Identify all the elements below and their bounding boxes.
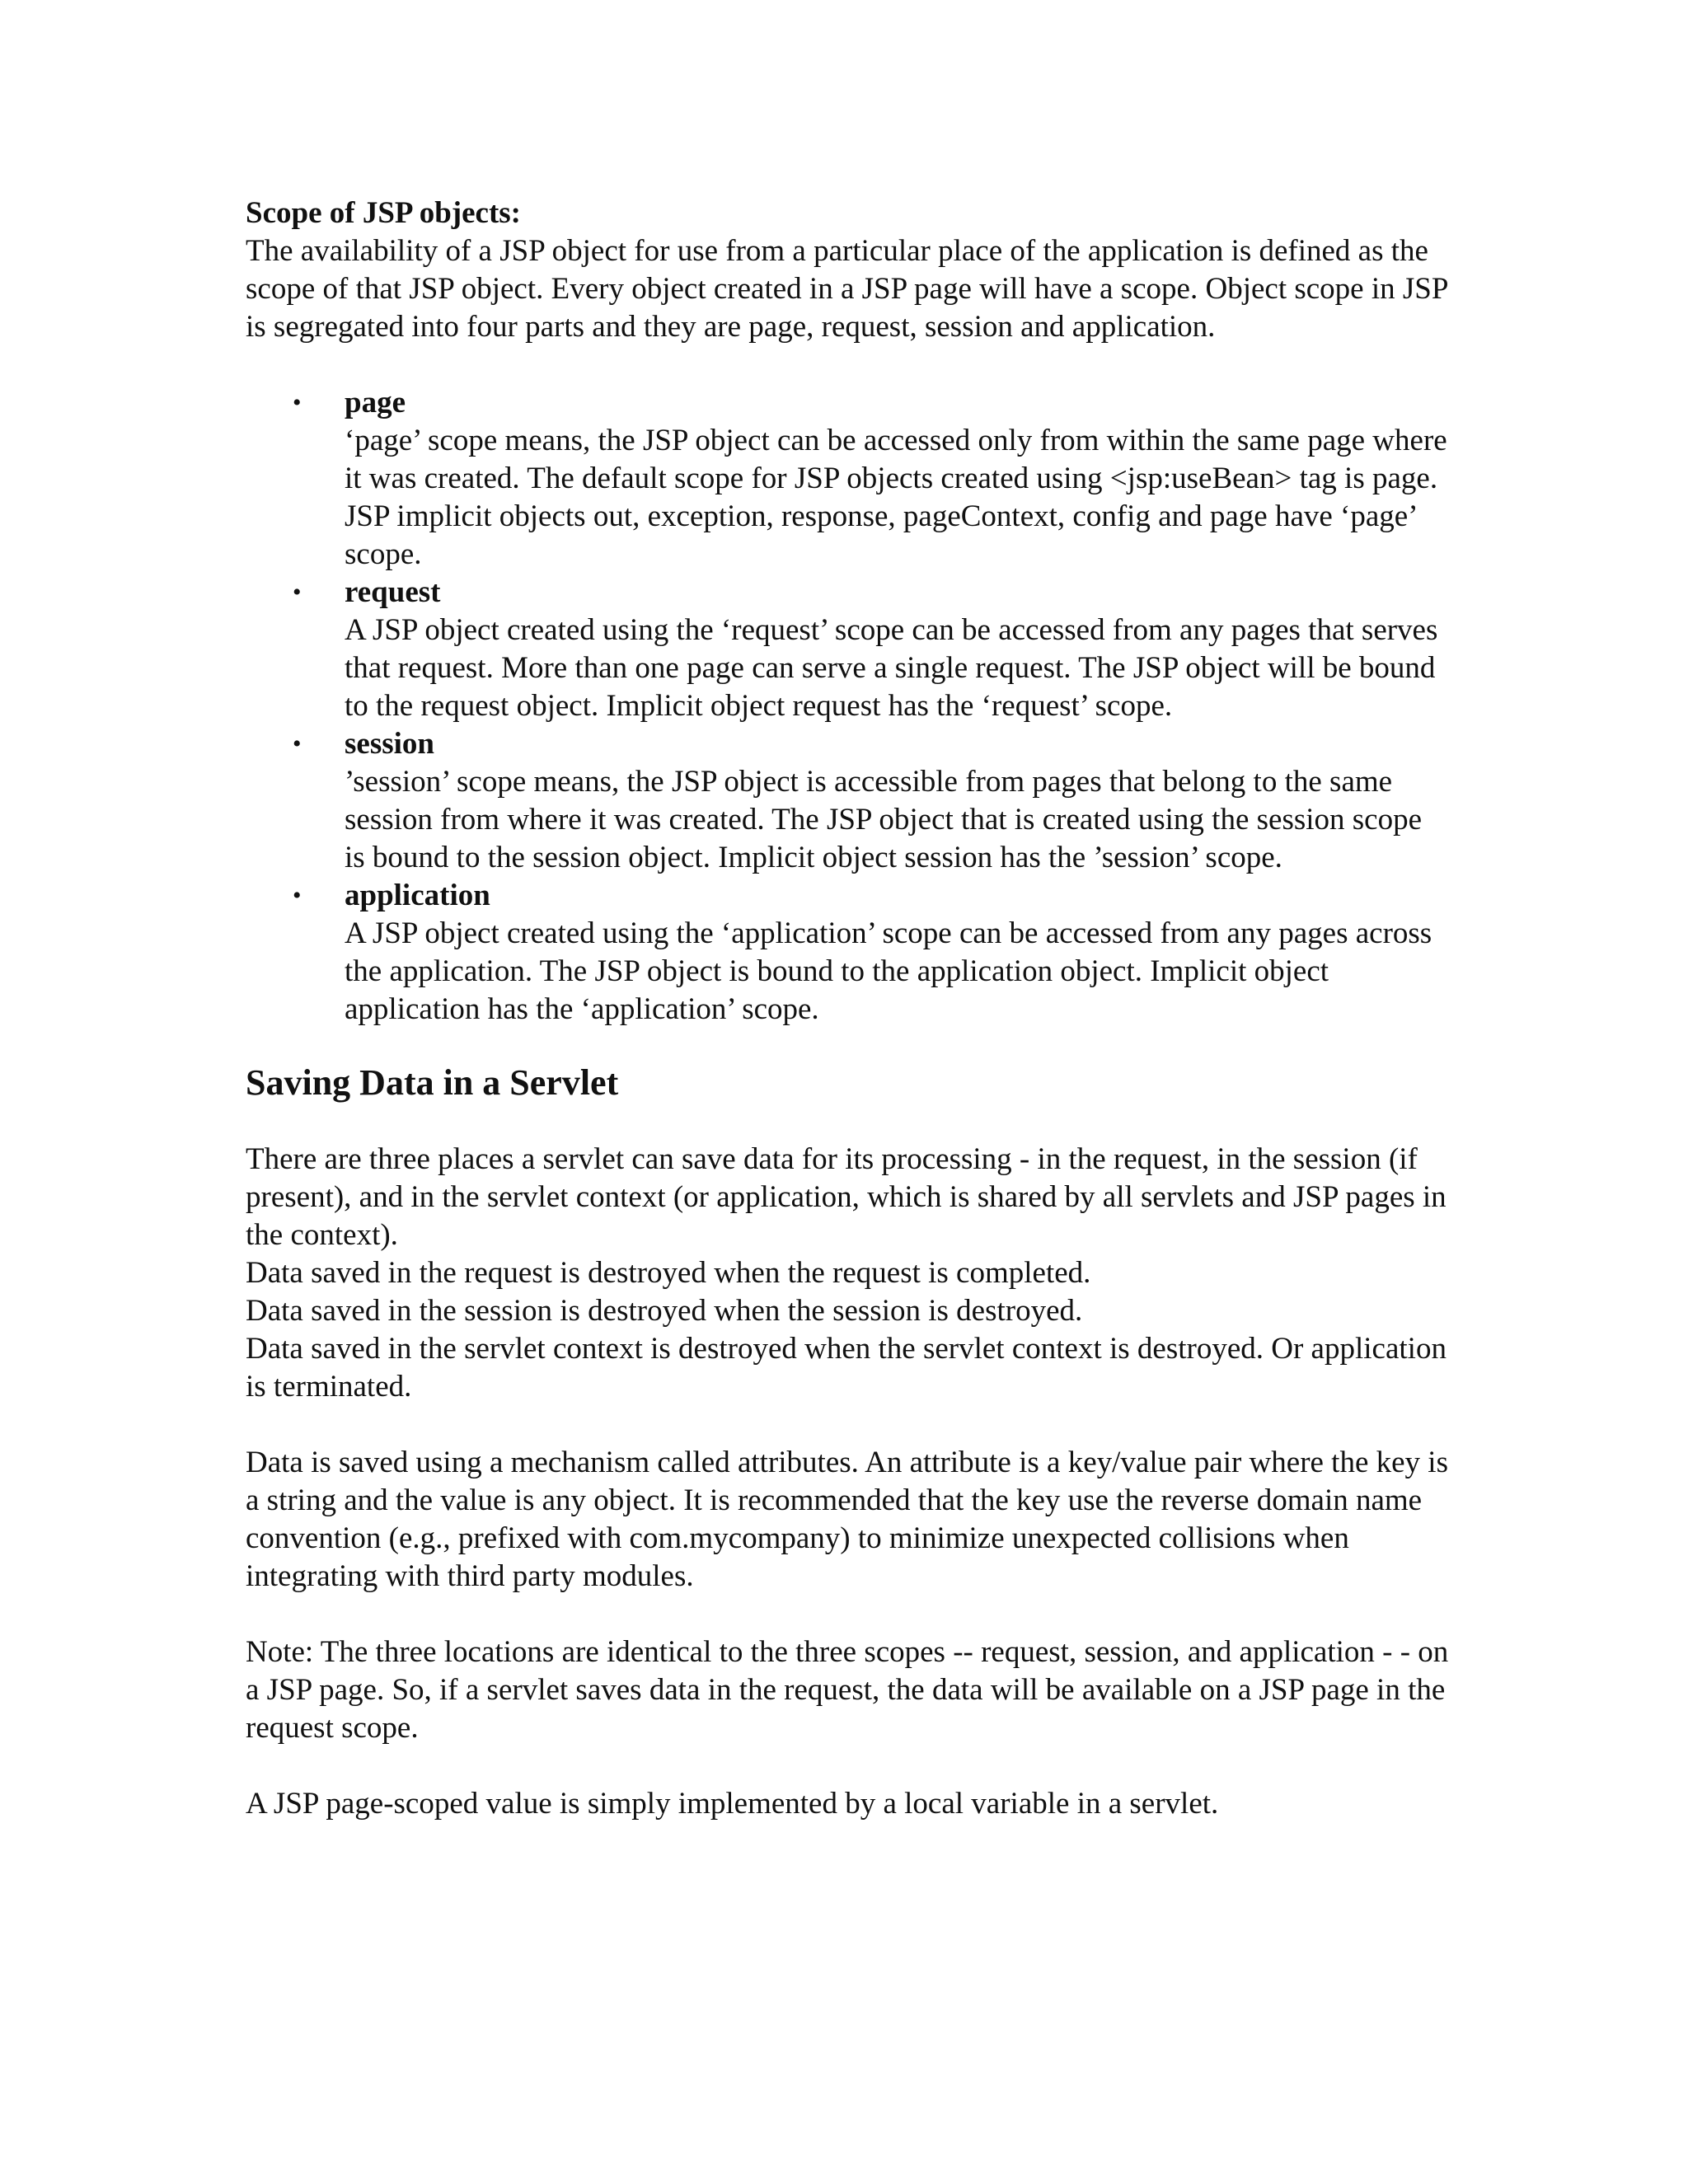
scope-heading: Scope of JSP objects:	[246, 196, 521, 230]
scope-term-page: page	[345, 386, 406, 419]
servlet-paragraph-note: Note: The three locations are identical to the three scopes -- request, session, and application - - on a JSP page. So, if a servlet saves data in the request, the data will be available on a JSP page in the request scope.	[246, 1635, 1449, 1745]
servlet-paragraph-attributes: Data is saved using a mechanism called attributes. An attribute is a key/value pair where the key is a string and the value is any object. It is recommended that the key use the reverse domain name convention (e.g., prefixed with com.mycompany) to minimize unexpected collisions when integrating with third party modules.	[246, 1446, 1448, 1593]
servlet-paragraph-request: Data saved in the request is destroyed when the request is completed.	[246, 1256, 1091, 1290]
servlet-paragraph-context: Data saved in the servlet context is destroyed when the servlet context is destroyed. Or application is terminated.	[246, 1332, 1447, 1404]
scope-description-page: ‘page’ scope means, the JSP object can be accessed only from within the same page where it was created. The default scope for JSP objects created using <jsp:useBean> tag is page. JSP implicit objects out, exception, response, pageContext, config and page have ‘page’ scope.	[345, 424, 1447, 571]
servlet-paragraph-places: There are three places a servlet can save data for its processing - in the request, in the session (if present), and in the servlet context (or application, which is shared by all servlets and JSP pages in the context).	[246, 1142, 1447, 1252]
servlet-paragraph-session: Data saved in the session is destroyed when the session is destroyed.	[246, 1294, 1083, 1328]
scope-term-session: session	[345, 727, 434, 761]
list-item-page-scope	[246, 384, 1449, 574]
list-item-request-scope	[246, 574, 1449, 725]
bullet-icon: •	[293, 389, 302, 416]
scope-term-application: application	[345, 879, 490, 912]
paragraph-spacer	[246, 1596, 1449, 1633]
document-content	[246, 194, 1449, 1823]
paragraph-spacer	[246, 1747, 1449, 1785]
scope-term-request: request	[345, 575, 441, 609]
scope-list	[246, 384, 1449, 1029]
scope-description-application: A JSP object created using the ‘application’ scope can be accessed from any pages across the application. The JSP object is bound to the application object. Implicit object application has the ‘application’ scope.	[345, 916, 1432, 1026]
bullet-icon: •	[293, 730, 302, 757]
servlet-paragraph-page-scoped: A JSP page-scoped value is simply implemented by a local variable in a servlet.	[246, 1787, 1219, 1821]
list-item-session-scope	[246, 725, 1449, 877]
bullet-icon: •	[293, 882, 302, 909]
servlet-section-title: Saving Data in a Servlet	[246, 1062, 619, 1103]
list-item-application-scope	[246, 877, 1449, 1029]
bullet-icon: •	[293, 579, 302, 606]
scope-description-session: ’session’ scope means, the JSP object is accessible from pages that belong to the same session from where it was created. The JSP object that is created using the session scope is bound to the session object. Implicit object session has the ’session’ scope.	[345, 765, 1423, 874]
scope-description-request: A JSP object created using the ‘request’ scope can be accessed from any pages that serves that request. More than one page can serve a single request. The JSP object will be bound to the request object. Implicit object request has the ‘request’ scope.	[345, 613, 1438, 723]
scope-intro-paragraph: The availability of a JSP object for use from a particular place of the application is defined as the scope of that JSP object. Every object created in a JSP page will have a scope. Object scope in JSP is segregated into four parts and they are page, request, session and application.	[246, 234, 1448, 344]
paragraph-spacer	[246, 1406, 1449, 1444]
